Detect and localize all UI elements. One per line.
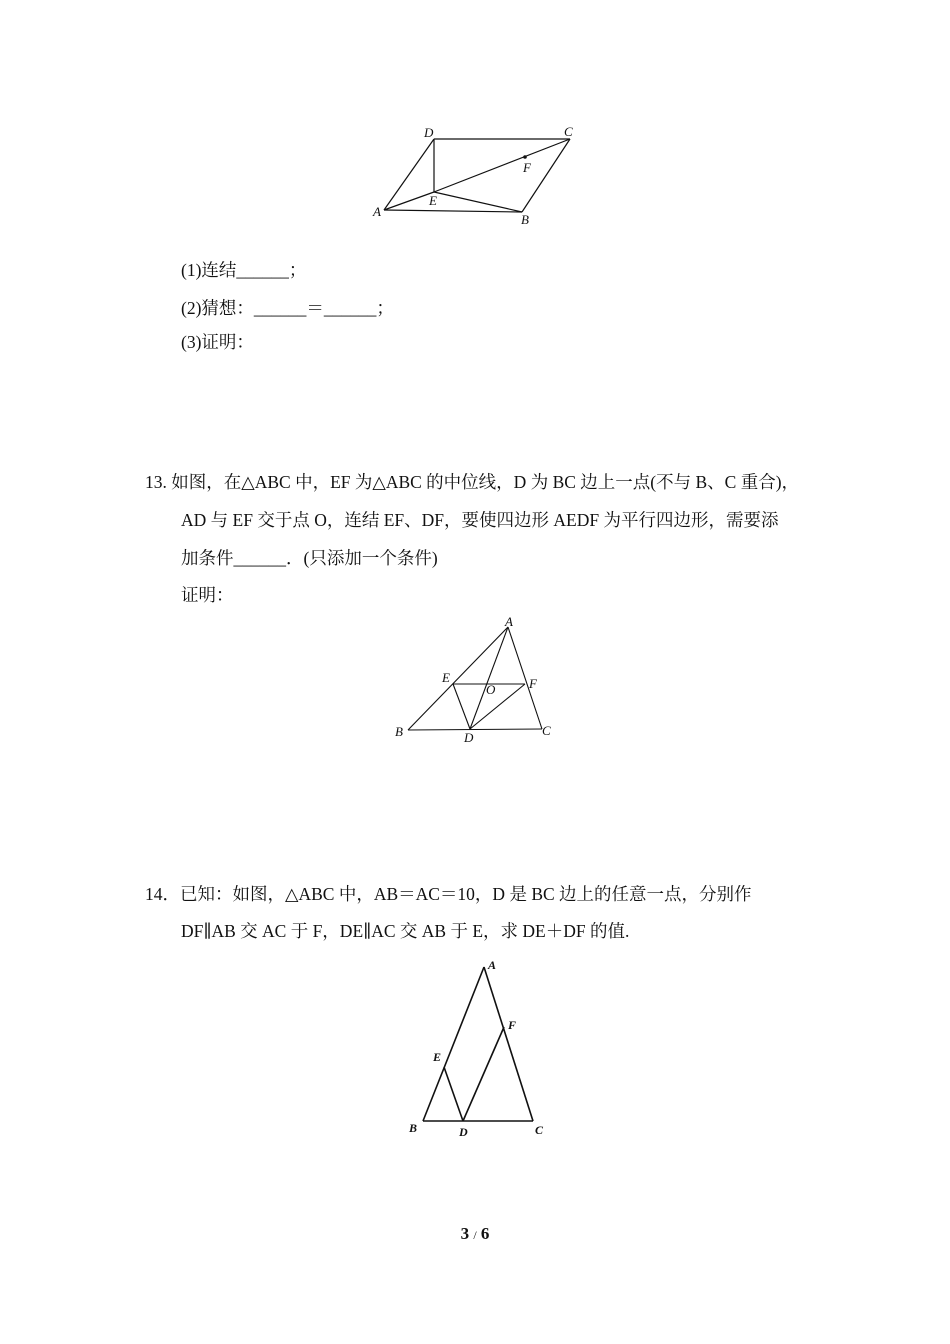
label-D: D — [464, 730, 474, 745]
q13-proof-label: 证明： — [181, 585, 234, 605]
q13-line1: 13. 如图，在△ABC 中，EF 为△ABC 的中位线，D 为 BC 边上一点(不与 B、C 重合)， — [145, 472, 800, 492]
seg-DE — [444, 1067, 463, 1121]
label-D: D — [424, 125, 434, 140]
label-C: C — [564, 124, 573, 139]
q12-step1: (1)连结______； — [181, 260, 307, 280]
q12-step2: (2)猜想：______＝______； — [181, 298, 394, 318]
label-E: E — [429, 193, 437, 208]
seg-BC — [408, 729, 542, 730]
seg-BC — [522, 139, 570, 212]
seg-DF — [463, 1027, 504, 1121]
label-A: A — [373, 204, 381, 219]
seg-EB — [434, 192, 522, 212]
label-E: E — [442, 670, 450, 685]
point-F — [523, 155, 527, 159]
q12-step3: (3)证明： — [181, 332, 254, 352]
page-separator: / — [473, 1228, 477, 1242]
label-D: D — [459, 1125, 468, 1139]
q13-line3: 加条件______．(只添加一个条件) — [181, 548, 438, 568]
q14-line1: 14．已知：如图，△ABC 中，AB＝AC＝10，D 是 BC 边上的任意一点，分别作 — [145, 884, 752, 904]
label-F: F — [523, 160, 531, 175]
label-F: F — [508, 1018, 517, 1032]
label-B: B — [409, 1121, 418, 1135]
label-O: O — [486, 682, 496, 697]
seg-AB — [408, 627, 508, 730]
seg-DA — [384, 139, 434, 210]
page-number — [0, 1224, 950, 1244]
figure-q13-triangle — [390, 615, 560, 745]
label-C: C — [535, 1123, 544, 1137]
seg-AE — [384, 192, 434, 210]
label-B: B — [395, 724, 403, 739]
q13-line2: AD 与 EF 交于点 O，连结 EF、DF，要使四边形 AEDF 为平行四边形，需要添 — [181, 510, 779, 530]
seg-AC — [484, 967, 533, 1121]
q14-line2: DF∥AB 交 AC 于 F，DE∥AC 交 AB 于 E，求 DE＋DF 的值. — [181, 921, 630, 941]
page-current: 3 — [460, 1224, 470, 1243]
label-C: C — [542, 723, 551, 738]
seg-AB — [423, 967, 484, 1121]
page-total: 6 — [480, 1224, 490, 1243]
label-A: A — [488, 958, 497, 972]
label-E: E — [433, 1050, 442, 1064]
label-F: F — [529, 676, 537, 691]
label-B: B — [521, 212, 529, 227]
seg-EC — [434, 139, 570, 192]
figure-parallelogram — [360, 120, 590, 230]
label-A: A — [505, 615, 513, 629]
seg-ED — [453, 684, 470, 729]
seg-AB — [384, 210, 522, 212]
figure-q14-triangle — [400, 955, 560, 1145]
